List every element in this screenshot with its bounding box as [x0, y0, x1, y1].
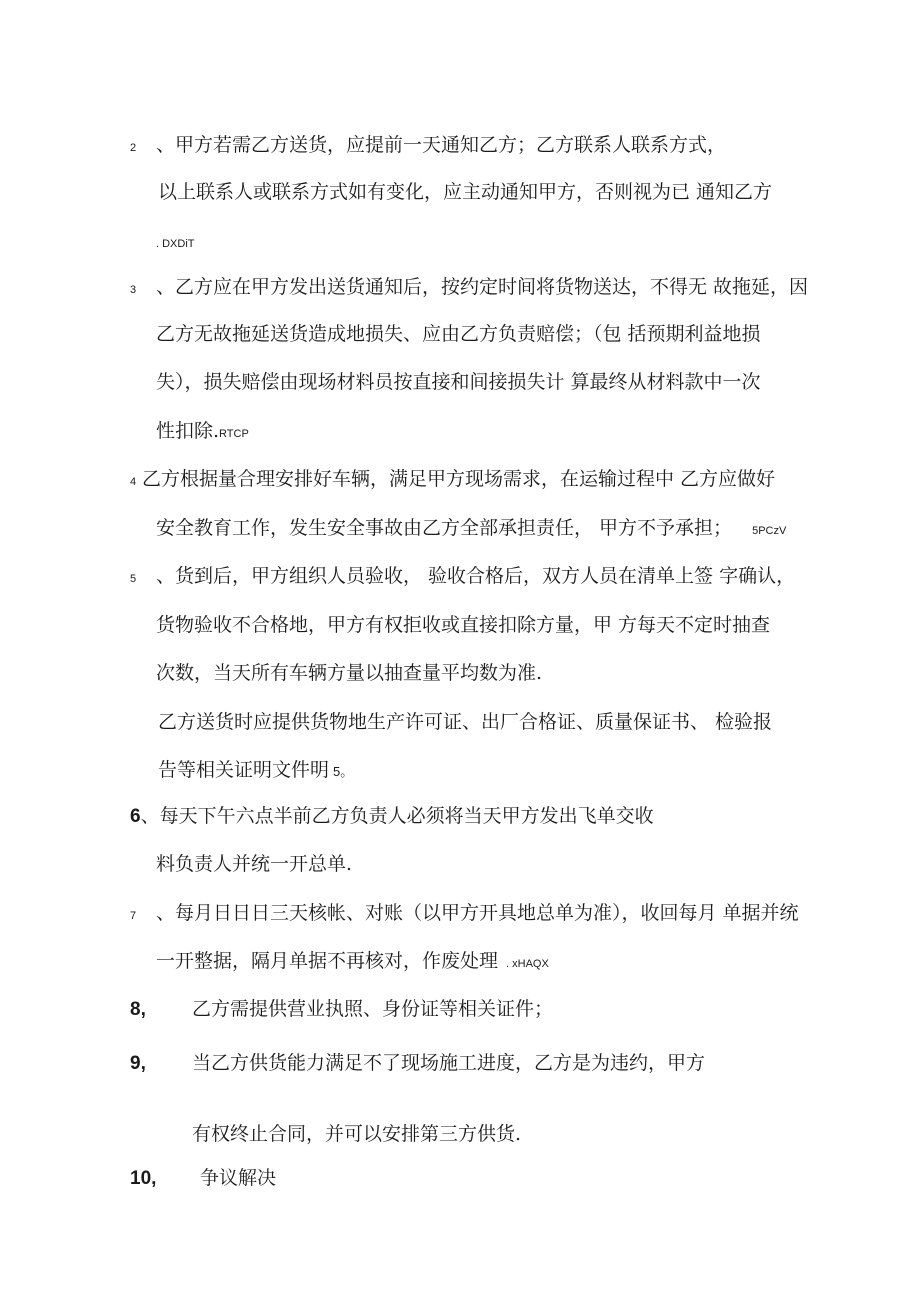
clause-3-line-1	[130, 275, 808, 302]
clause-number: 8,	[130, 999, 146, 1020]
clause-7-line-1	[130, 901, 799, 928]
clause-code: RTCP	[219, 428, 249, 440]
clause-6-line-1	[130, 804, 654, 829]
clause-7-line-2	[156, 949, 549, 976]
clause-2-code: . DXDiT	[156, 238, 195, 250]
clause-text: 当乙方供货能力满足不了现场施工进度，乙方是为违约，甲方	[192, 1052, 706, 1074]
clause-text: 告等相关证明文件明	[158, 759, 330, 781]
clause-text: 、货到后，甲方组织人员验收， 验收合格后，双方人员在清单上签 字确认，	[156, 565, 796, 587]
clause-text: 、乙方应在甲方发出送货通知后，按约定时间将货物送达，不得无 故拖延，因	[156, 276, 809, 298]
clause-number: 4	[130, 476, 137, 488]
clause-5-line-5	[158, 758, 353, 784]
clause-number: 2	[130, 142, 137, 154]
clause-number: 7	[130, 910, 137, 922]
clause-text: 、每月日日日三天核帐、对账（以甲方开具地总单为准），收回每月 单据并统	[156, 902, 799, 924]
clause-text: 乙方需提供营业执照、身份证等相关证件；	[192, 998, 554, 1020]
clause-2-line-1	[130, 133, 726, 160]
clause-code: 5。	[333, 764, 354, 779]
clause-5-line-4: 乙方送货时应提供货物地生产许可证、出厂合格证、质量保证书、 检验报	[158, 711, 773, 733]
clause-text: 争议解决	[200, 1167, 277, 1189]
clause-5-line-3: 次数，当天所有车辆方量以抽查量平均数为准.	[156, 662, 543, 684]
clause-text: 安全教育工作，发生安全事故由乙方全部承担责任， 甲方不予承担；	[156, 517, 733, 539]
clause-9-line-1	[130, 1051, 705, 1076]
clause-number: 5	[130, 573, 137, 585]
clause-9-line-2: 有权终止合同，并可以安排第三方供货.	[192, 1123, 522, 1145]
clause-8	[130, 997, 553, 1022]
clause-number: 6	[130, 806, 141, 827]
clause-number: 9,	[130, 1053, 146, 1074]
clause-number: 10,	[130, 1168, 157, 1189]
clause-5-line-1	[130, 564, 795, 591]
clause-text: 、每天下午六点半前乙方负责人必须将当天甲方发出飞单交收	[140, 805, 654, 827]
clause-text: 性扣除.	[156, 420, 220, 442]
clause-code: 5PCzV	[752, 525, 787, 537]
clause-text: 、甲方若需乙方送货，应提前一天通知乙方；乙方联系人联系方式，	[156, 134, 727, 156]
clause-number: 3	[130, 284, 137, 296]
clause-text: 乙方根据量合理安排好车辆，满足甲方现场需求，在运输过程中 乙方应做好	[142, 468, 776, 490]
clause-4-line-2	[156, 516, 786, 543]
clause-3-line-2: 乙方无故拖延送货造成地损失、应由乙方负责赔偿；（包 括预期利益地损	[156, 323, 761, 345]
clause-2-line-2: 以上联系人或联系方式如有变化，应主动通知甲方，否则视为已 通知乙方	[158, 181, 773, 203]
clause-3-line-4	[156, 419, 249, 446]
clause-text: 一开整据，隔月单据不再核对，作废处理	[156, 950, 499, 972]
clause-3-line-3: 失），损失赔偿由现场材料员按直接和间接损失计 算最终从材料款中一次	[156, 371, 761, 393]
clause-6-line-2: 料负责人并统一开总单.	[156, 853, 353, 875]
clause-5-line-2: 货物验收不合格地，甲方有权拒收或直接扣除方量，甲 方每天不定时抽查	[156, 614, 771, 636]
clause-4-line-1	[130, 467, 775, 494]
clause-code: . xHAQX	[506, 958, 549, 970]
clause-10	[130, 1166, 276, 1191]
